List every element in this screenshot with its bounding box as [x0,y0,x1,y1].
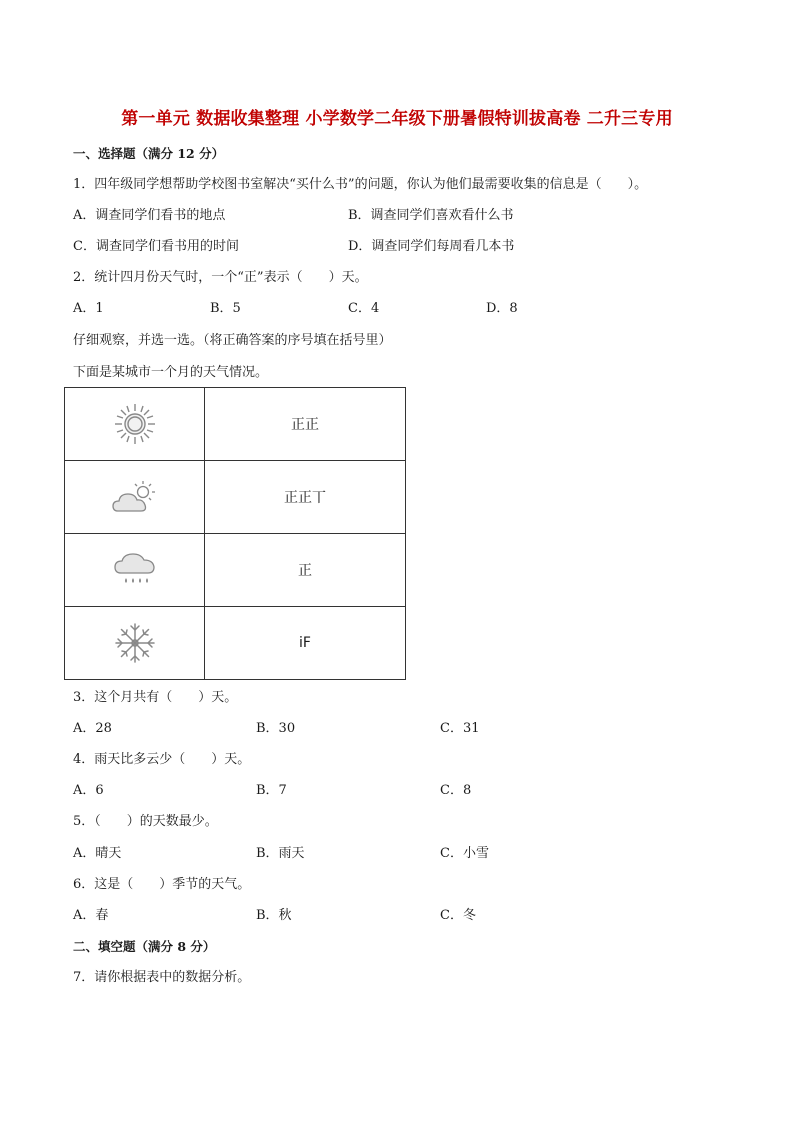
tally-cell: 正正 [205,388,406,461]
table-row [65,461,406,534]
question-7-text: 7．请你根据表中的数据分析。 [73,970,251,985]
question-2-text: 2．统计四月份天气时，一个“正”表示（ ）天。 [73,270,368,285]
q5-option-a: A．晴天 [73,846,122,861]
q4-option-c: C．8 [440,783,472,798]
q5-option-c: C．小雪 [440,846,489,861]
question-1-text: 1．四年级同学想帮助学校图书室解决“买什么书”的问题，你认为他们最需要收集的信息是（ ）。 [73,177,648,192]
partly-cloudy-icon [112,479,158,515]
question-6-text: 6．这是（ ）季节的天气。 [73,877,251,892]
q1-option-b: B．调查同学们喜欢看什么书 [348,208,514,223]
q4-option-b: B．7 [256,783,287,798]
table-row [65,534,406,607]
section-2-heading: 二、填空题（满分 8 分） [73,939,216,954]
q3-option-b: B．30 [256,721,296,736]
q5-option-b: B．雨天 [256,846,305,861]
question-3-text: 3．这个月共有（ ）天。 [73,690,238,705]
q4-option-a: A．6 [73,783,104,798]
section-1-heading: 一、选择题（满分 12 分） [73,146,225,161]
sun-icon [113,402,157,446]
table-row [65,607,406,680]
page-title: 第一单元 数据收集整理 小学数学二年级下册暑假特训拔高卷 二升三专用 [121,109,673,129]
table-intro-text: 下面是某城市一个月的天气情况。 [73,365,269,380]
tally-cell: 正 [205,534,406,607]
question-5-text: 5．（ ）的天数最少。 [73,814,218,829]
q1-option-c: C．调查同学们看书用的时间 [73,239,239,254]
tally-cell: 正正丅 [205,461,406,534]
question-4-text: 4．雨天比多云少（ ）天。 [73,752,251,767]
weather-icon-cell [65,534,205,607]
q6-option-c: C．冬 [440,908,476,923]
table-row [65,388,406,461]
q3-option-c: C．31 [440,721,480,736]
q2-option-b: B．5 [210,301,241,316]
rain-cloud-icon [113,551,157,589]
weather-icon-cell [65,461,205,534]
weather-icon-cell [65,388,205,461]
instruction-text: 仔细观察，并选一选。（将正确答案的序号填在括号里） [73,333,392,348]
q1-option-a: A．调查同学们看书的地点 [73,208,226,223]
weather-icon-cell [65,607,205,680]
q2-option-d: D．8 [486,301,518,316]
snowflake-icon [113,621,157,665]
q6-option-a: A．春 [73,908,109,923]
q1-option-d: D．调查同学们每周看几本书 [348,239,515,254]
q2-option-c: C．4 [348,301,380,316]
q2-option-a: A．1 [73,301,104,316]
tally-cell: iF [205,607,406,680]
weather-tally-table [64,387,406,680]
q6-option-b: B．秋 [256,908,292,923]
q3-option-a: A．28 [73,721,112,736]
